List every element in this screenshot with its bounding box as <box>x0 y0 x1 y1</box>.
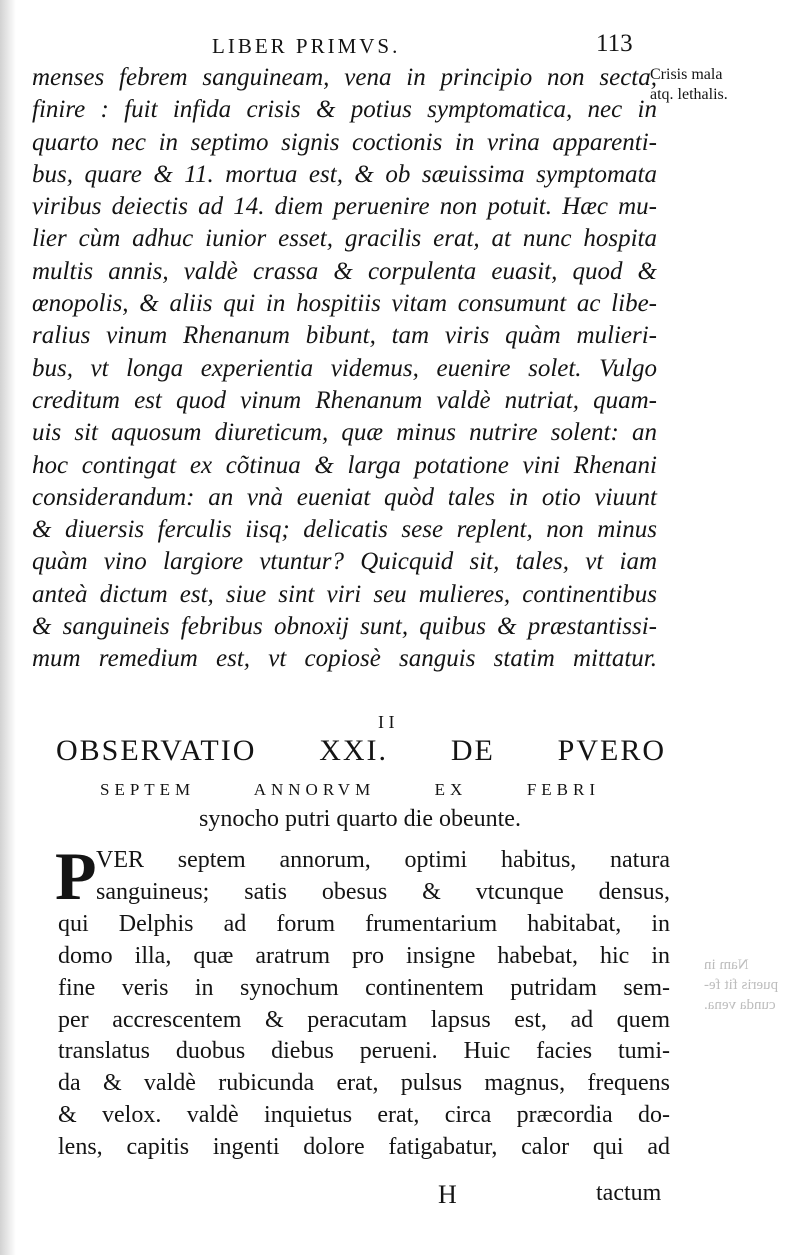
text-line: sanguineus; satis obesus & vtcunque densus, <box>96 878 670 905</box>
text-line: creditum est quod vinum Rhenanum valdè nutriat, quam- <box>32 386 657 414</box>
text-line: da & valdè rubicunda erat, pulsus magnus, frequens <box>58 1070 670 1097</box>
text-line: domo illa, quæ aratrum pro insigne habebat, hic in <box>58 942 670 969</box>
text-line: ralius vinum Rhenanum bibunt, tam viris quàm mulieri- <box>32 322 657 350</box>
page-gutter-shadow <box>0 0 16 1255</box>
page-number: 113 <box>596 30 633 57</box>
text-line: VER septem annorum, optimi habitus, natura <box>96 847 670 873</box>
text-line: anteà dictum est, siue sint viri seu mulieres, continentibus <box>32 580 657 608</box>
text-line: lier cùm adhuc iunior esset, gracilis erat, at nunc hospita <box>32 225 657 253</box>
text-line: mum remedium est, vt copiosè sanguis statim mittatur. <box>32 645 657 673</box>
text-line: hoc contingat ex cõtinua & larga potatione vini Rhenani <box>32 451 657 479</box>
text-line: uis sit aquosum diureticum, quæ minus nutrire solent: an <box>32 419 657 447</box>
text-line: bus, quare & 11. mortua est, & ob sæuissima symptomata <box>32 160 657 188</box>
observation-heading: OBSERVATIO XXI. DE PVERO <box>56 734 666 767</box>
bleed-through-text <box>704 955 798 1015</box>
running-head <box>0 30 800 64</box>
text-line: considerandum: an vnà eueniat quòd tales in otio viuunt <box>32 483 657 511</box>
margin-note <box>650 65 795 105</box>
text-line: quàm vino largiore vtuntur? Quicquid sit, tales, vt iam <box>32 548 657 576</box>
text-line: & diuersis ferculis iisq; delicatis sese replent, non minus <box>32 516 657 544</box>
observation-subheading-italic: synocho putri quarto die obeunte. <box>199 806 521 832</box>
text-line: viribus deiectis ad 14. diem peruenire non potuit. Hæc mu- <box>32 193 657 221</box>
catchword: tactum <box>596 1180 662 1206</box>
text-line: multis annis, valdè crassa & corpulenta euasit, quod & <box>32 257 657 285</box>
text-line: bus, vt longa experientia videmus, euenire solet. Vulgo <box>32 354 657 382</box>
signature-mark: H <box>438 1180 457 1209</box>
margin-note-line: Crisis mala <box>650 66 723 83</box>
text-line: œnopolis, & aliis qui in hospitiis vitam consumunt ac libe- <box>32 290 657 318</box>
text-line: finire : fuit infida crisis & potius symptomatica, nec in <box>32 96 657 124</box>
observation-number-mark: I I <box>378 712 395 732</box>
roman-text-block <box>58 845 670 1164</box>
text-line: menses febrem sanguineam, vena in principio non secta, <box>32 64 657 91</box>
text-line: fine veris in synochum continentem putridam sem- <box>58 974 670 1001</box>
margin-note-line: atq. lethalis. <box>650 86 728 103</box>
text-line: quarto nec in septimo signis coctionis in vrina apparenti- <box>32 128 657 156</box>
text-line: & velox. valdè inquietus erat, circa præcordia do- <box>58 1102 670 1129</box>
italic-text-block <box>32 62 657 676</box>
bleed-through-line: Nam in <box>704 957 749 973</box>
text-line: & sanguineis febribus obnoxij sunt, quibus & præstantissi- <box>32 613 657 641</box>
drop-cap: P <box>55 838 97 914</box>
observation-subheading: SEPTEM ANNORVM EX FEBRI <box>100 780 600 799</box>
running-title: LIBER PRIMVS. <box>212 34 401 58</box>
text-line: per accrescentem & peracutam lapsus est, ad quem <box>58 1006 670 1033</box>
bleed-through-line: pueris fit fe- <box>704 977 779 993</box>
bleed-through-line: cunda vena. <box>704 997 776 1013</box>
text-line: lens, capitis ingenti dolore fatigabatur, calor qui ad <box>58 1134 670 1161</box>
text-line: qui Delphis ad forum frumentarium habitabat, in <box>58 910 670 937</box>
text-line: translatus duobus diebus perueni. Huic facies tumi- <box>58 1038 670 1065</box>
